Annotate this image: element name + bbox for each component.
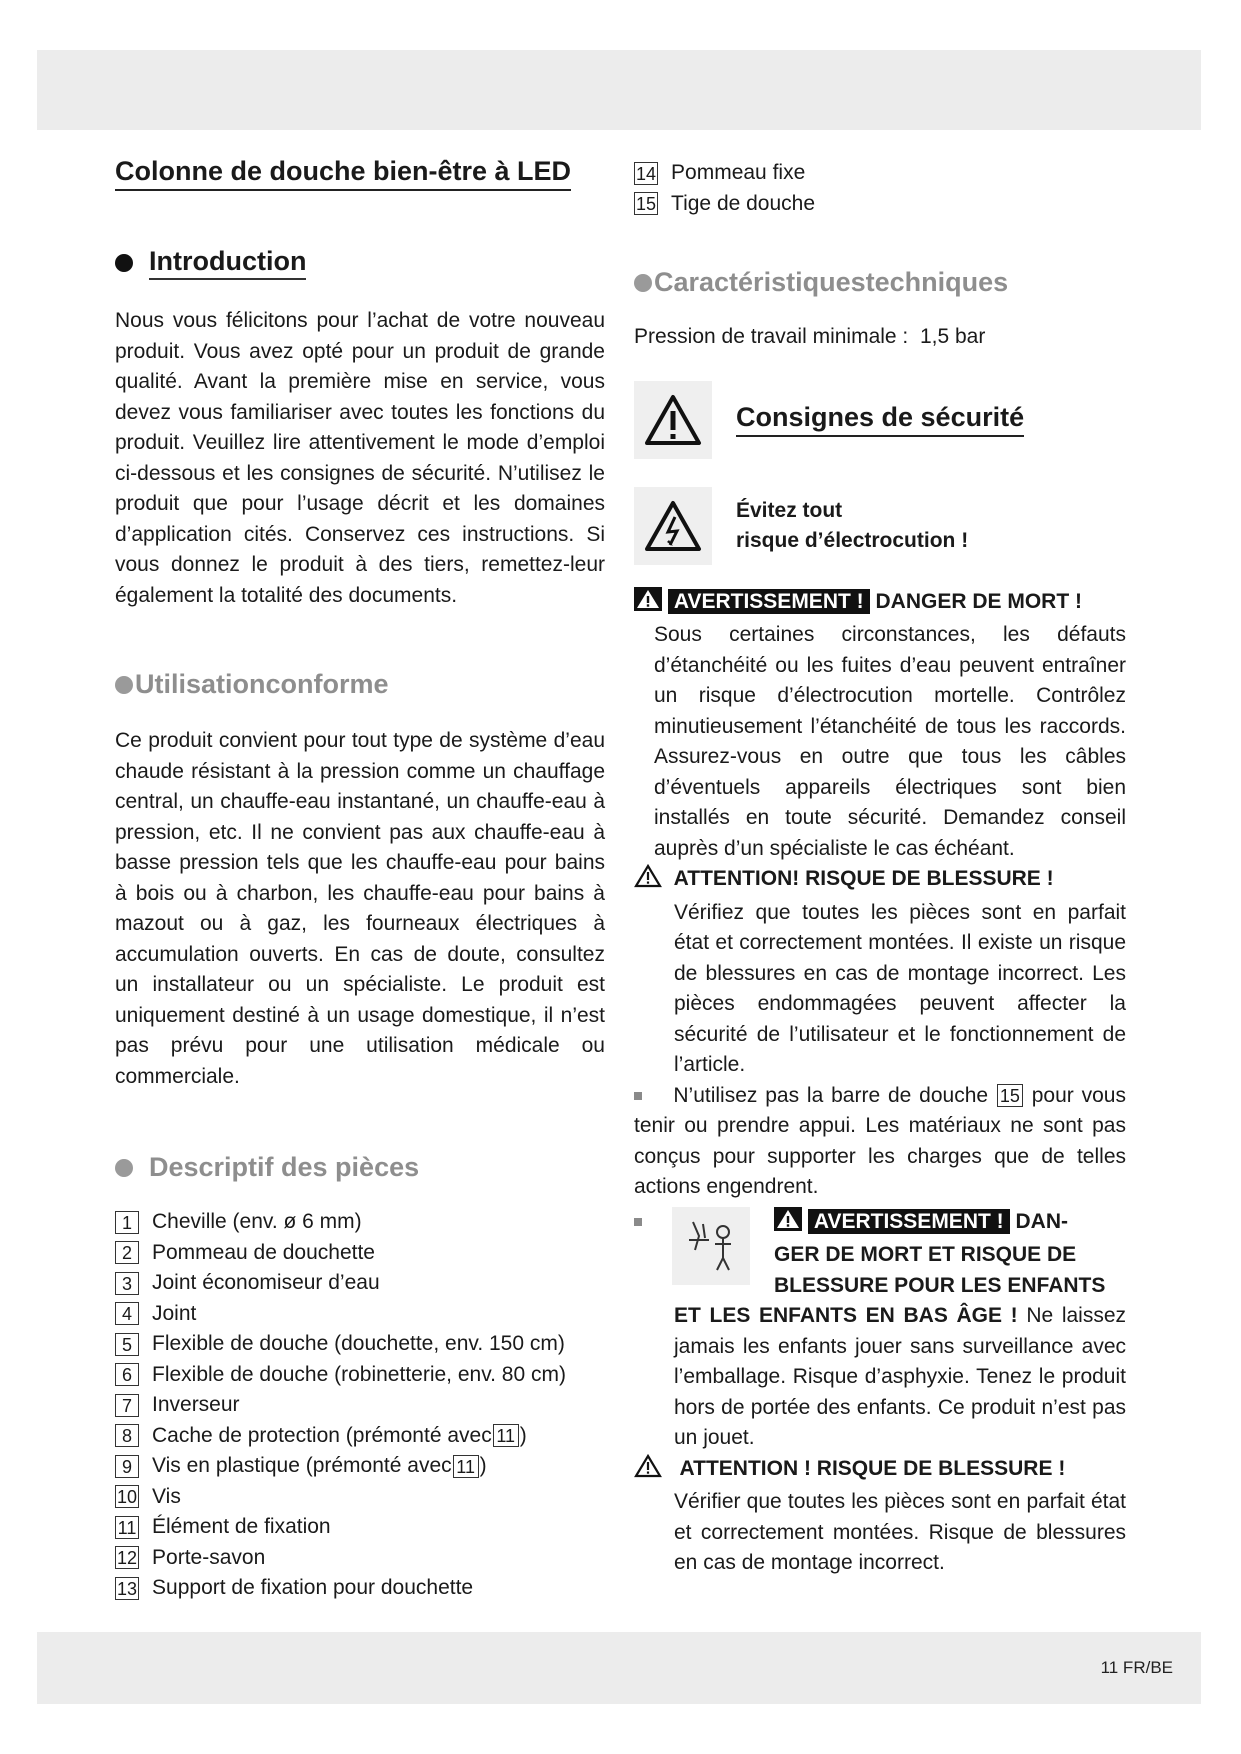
part-number: 14 [636, 163, 657, 184]
parts-list-continued [634, 158, 1126, 219]
page-title: Colonne de douche bien-être à LED [115, 156, 571, 191]
warning-children [634, 1207, 1126, 1454]
list-item [115, 1238, 605, 1269]
warning-badge: AVERTISSEMENT ! [808, 1209, 1010, 1234]
bullet-dot-icon [115, 676, 133, 694]
left-column [115, 150, 605, 1604]
caution-injury [634, 864, 1126, 1081]
list-item [115, 1390, 605, 1421]
list-item [115, 1543, 605, 1574]
bullet-text-post: pour vous tenir ou prendre appui. Les matériaux ne sont pas conçus pour supporter les charges que de telles actions engendrent. [634, 1083, 1126, 1198]
part-label: Porte-savon [152, 1545, 266, 1569]
intro-heading [115, 246, 605, 280]
warning-title-4: ET LES ENFANTS EN BAS ÂGE ! [674, 1304, 1018, 1327]
part-number: 7 [115, 1394, 139, 1417]
part-number: 2 [115, 1241, 139, 1264]
part-suffix: ) [479, 1454, 487, 1477]
part-number: 4 [115, 1302, 139, 1325]
intro-paragraph: Nous vous félicitons pour l’achat de votre nouveau produit. Vous avez opté pour un produit de grande qualité. Avant la première mise en service, vous devez vous familiariser avec toutes les fonctions du produit. Veuillez lire attentivement le mode d’emploi ci-dessous et les consignes de sécurité. N’utilisez le produit que pour l’usage décrit et les domaines d’application cités. Conservez ces instructions. Si vous donnez le produit à des tiers, remettez-leur également la totalité des documents. [115, 309, 605, 607]
warning-title: DANGER DE MORT ! [875, 589, 1082, 613]
part-number: 3 [115, 1272, 139, 1295]
square-bullet-icon [634, 1218, 642, 1226]
pressure-value: 1,5 bar [919, 325, 986, 348]
bullet-dot-icon [115, 254, 133, 272]
part-number: 5 [115, 1333, 139, 1356]
shock-warning-row [634, 487, 1126, 565]
part-ref: 11 [453, 1455, 479, 1478]
safety-heading: Consignes de sécurité [736, 402, 1024, 437]
parts-heading [115, 1152, 605, 1183]
list-item [115, 1268, 605, 1299]
warning-title-3: BLESSURE POUR LES ENFANTS [774, 1273, 1106, 1297]
part-label: Joint [152, 1301, 197, 1325]
pressure-spec [634, 322, 1126, 353]
header-band [37, 50, 1201, 130]
part-number: 13 [117, 1578, 138, 1599]
warning-badge-icon [774, 1207, 802, 1241]
warning-badge: AVERTISSEMENT ! [668, 589, 870, 614]
warning-danger-death [634, 587, 1126, 865]
list-item [115, 1573, 605, 1604]
right-column [634, 158, 1126, 1579]
child-danger-icon [672, 1207, 750, 1285]
caution-title: ATTENTION! RISQUE DE BLESSURE ! [673, 867, 1054, 890]
part-number: 10 [117, 1487, 138, 1508]
warning-text: Ne laissez jamais les enfants jouer sans surveillance avec l’emballage. Risque d’asphyxie. Tenez le produit hors de portée des enfants. Ce produit n’est pas un jouet. [674, 1304, 1127, 1449]
caution-triangle-icon [634, 1454, 662, 1488]
page-number: 11 FR/BE [1100, 1658, 1173, 1677]
child-warning-title [774, 1207, 1105, 1302]
shock-line-2: risque d’électrocution ! [736, 528, 969, 552]
tech-heading-text: Caractéristiquestechniques [654, 267, 1009, 297]
warning-title-1: DAN- [1015, 1209, 1068, 1233]
caution-triangle-icon [634, 864, 662, 898]
part-label: Pommeau fixe [671, 161, 806, 184]
list-item [115, 1360, 605, 1391]
bullet-dot-icon [115, 1159, 133, 1177]
part-number: 8 [115, 1424, 139, 1447]
caution-injury-2 [634, 1454, 1126, 1579]
list-item [115, 1329, 605, 1360]
part-number: 1 [115, 1211, 139, 1234]
list-item [115, 1451, 605, 1482]
intro-heading-text: Introduction [149, 246, 306, 280]
shock-line-1: Évitez tout [736, 498, 843, 522]
square-bullet-icon [634, 1092, 642, 1100]
caution-title: ATTENTION ! RISQUE DE BLESSURE ! [679, 1456, 1066, 1480]
part-label: Vis [152, 1484, 181, 1508]
electric-shock-icon [634, 487, 712, 565]
list-item [634, 189, 1126, 220]
list-item [634, 158, 1126, 189]
part-label: Pommeau de douchette [152, 1240, 375, 1264]
warning-badge-icon [634, 587, 662, 621]
part-number: 9 [115, 1455, 139, 1478]
warning-triangle-icon [634, 381, 712, 459]
list-item [115, 1421, 605, 1452]
shock-warning-text [736, 496, 968, 556]
usage-paragraph: Ce produit convient pour tout type de système d’eau chaude résistant à la pression comme un chauffage central, un chauffe-eau instantané, un chauffe-eau à pression, etc. Il ne convient pas aux chauffe-eau à basse pression tels que les chauffe-eau pour bains à bois ou à charbon, les chauffe-eau pour bains à mazout ou à gaz, les fourneaux électriques à accumulation ouverts. En cas de doute, consultez un installateur ou un spécialiste. Le produit est uniquement destiné à un usage domestique, il n’est pas prévu pour une utilisation médicale ou commerciale. [115, 729, 605, 1088]
parts-list [115, 1207, 605, 1604]
warning-title-2: GER DE MORT ET RISQUE DE [774, 1243, 1077, 1266]
part-ref: 11 [493, 1424, 519, 1447]
caution-text: Vérifier que toutes les pièces sont en parfait état et correctement montées. Risque de blessures en cas de montage incorrect. [674, 1490, 1126, 1574]
list-item [115, 1207, 605, 1238]
part-number: 12 [117, 1548, 138, 1569]
part-label: Élément de fixation [152, 1515, 331, 1538]
part-label: Cheville (env. ø 6 mm) [152, 1210, 362, 1233]
tech-heading [634, 267, 1126, 298]
part-number: 6 [115, 1363, 139, 1386]
part-label: Joint économiseur d’eau [152, 1271, 380, 1294]
list-item [115, 1299, 605, 1330]
list-item [115, 1512, 605, 1543]
parts-heading-text: Descriptif des pièces [149, 1152, 420, 1182]
warning-text: Sous certaines circonstances, les défauts d’étanchéité ou les fuites d’eau peuvent entraîner un risque d’électrocution mortelle. Contrôlez minutieusement l’étanchéité de tous les raccords. Assurez-vous en outre que tous les câbles d’éventuels appareils électriques sont bien installés en toute sécurité. Demandez conseil auprès d’un spécialiste le cas échéant. [654, 623, 1126, 860]
footer-band [37, 1632, 1201, 1704]
part-label: Vis en plastique (prémonté avec [152, 1454, 452, 1477]
usage-heading [115, 669, 605, 700]
part-suffix: ) [519, 1423, 527, 1447]
pressure-label: Pression de travail minimale : [634, 325, 909, 348]
part-label: Tige de douche [671, 191, 816, 215]
part-label: Flexible de douche (robinetterie, env. 80 cm) [152, 1362, 566, 1386]
part-label: Flexible de douche (douchette, env. 150 cm) [152, 1332, 565, 1355]
part-number: 15 [636, 194, 657, 215]
bullet-item-shower-bar [634, 1081, 1126, 1203]
part-label: Support de fixation pour douchette [152, 1576, 474, 1599]
safety-heading-row [634, 381, 1126, 459]
list-item [115, 1482, 605, 1513]
part-number: 11 [115, 1516, 139, 1539]
part-label: Inverseur [152, 1393, 240, 1416]
part-ref: 15 [997, 1084, 1023, 1107]
caution-text: Vérifiez que toutes les pièces sont en parfait état et correctement montées. Il existe un risque de blessures en cas de montage incorrect. Les pièces endommagées peuvent affecter la sécurité de l’utilisateur et le fonctionnement de l’article. [674, 900, 1126, 1076]
bullet-text-pre: N’utilisez pas la barre de douche [673, 1083, 989, 1107]
part-label: Cache de protection (prémonté avec [152, 1423, 492, 1447]
bullet-dot-icon [634, 274, 652, 292]
usage-heading-text: Utilisationconforme [135, 669, 389, 699]
